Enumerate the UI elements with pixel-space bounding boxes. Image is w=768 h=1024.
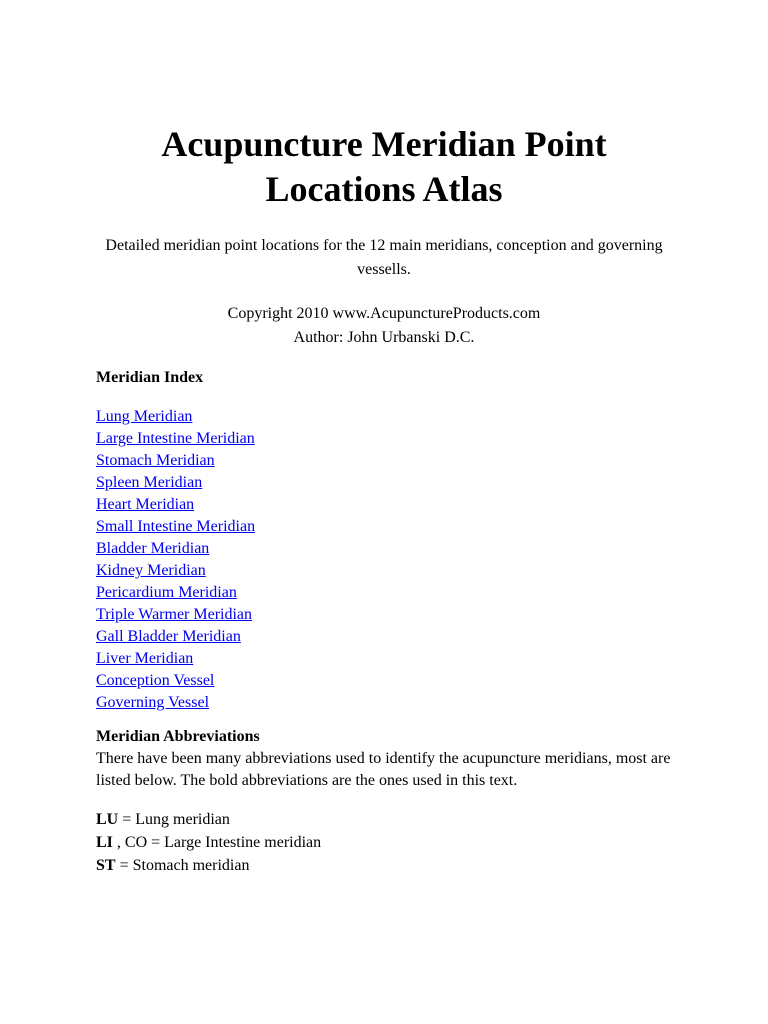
list-item (96, 516, 672, 538)
abbreviation-code: LU (96, 811, 119, 828)
conception-vessel-link[interactable]: Conception Vessel (96, 672, 215, 689)
list-item (96, 808, 672, 831)
document-credits (96, 302, 672, 350)
small-intestine-meridian-link[interactable]: Small Intestine Meridian (96, 518, 256, 535)
author-line: Author: John Urbanski D.C. (293, 329, 475, 346)
list-item (96, 406, 672, 428)
list-item (96, 604, 672, 626)
list-item (96, 428, 672, 450)
liver-meridian-link[interactable]: Liver Meridian (96, 650, 194, 667)
list-item (96, 582, 672, 604)
list-item (96, 472, 672, 494)
spleen-meridian-link[interactable]: Spleen Meridian (96, 474, 203, 491)
abbreviation-code: ST (96, 857, 116, 874)
abbreviation-meaning: , CO = Large Intestine meridian (112, 834, 322, 851)
list-item (96, 538, 672, 560)
bladder-meridian-link[interactable]: Bladder Meridian (96, 540, 210, 557)
list-item (96, 854, 672, 877)
abbreviations-intro: There have been many abbreviations used to identify the acupuncture meridians, most are listed below. The bold abbreviations are the ones used in this text. (96, 750, 671, 789)
abbreviation-code: LI (96, 834, 113, 851)
governing-vessel-link[interactable]: Governing Vessel (96, 694, 210, 711)
list-item (96, 450, 672, 472)
lung-meridian-link[interactable]: Lung Meridian (96, 408, 193, 425)
list-item (96, 560, 672, 582)
list-item (96, 670, 672, 692)
title-line-1: Acupuncture Meridian Point (161, 124, 607, 164)
abbreviation-meaning: = Lung meridian (118, 811, 230, 828)
meridian-index-heading: Meridian Index (96, 369, 204, 386)
list-item (96, 626, 672, 648)
meridian-index-list (96, 406, 672, 714)
heart-meridian-link[interactable]: Heart Meridian (96, 496, 195, 513)
meridian-abbreviations-heading: Meridian Abbreviations (96, 728, 260, 745)
list-item (96, 648, 672, 670)
pericardium-meridian-link[interactable]: Pericardium Meridian (96, 584, 237, 601)
document-title (96, 0, 672, 212)
gall-bladder-meridian-link[interactable]: Gall Bladder Meridian (96, 628, 241, 645)
document-subtitle: Detailed meridian point locations for the 12 main meridians, conception and governing vessells. (105, 237, 663, 278)
list-item (96, 692, 672, 714)
large-intestine-meridian-link[interactable]: Large Intestine Meridian (96, 430, 255, 447)
stomach-meridian-link[interactable]: Stomach Meridian (96, 452, 215, 469)
abbreviation-meaning: = Stomach meridian (115, 857, 250, 874)
list-item (96, 494, 672, 516)
triple-warmer-meridian-link[interactable]: Triple Warmer Meridian (96, 606, 253, 623)
list-item (96, 831, 672, 854)
abbreviations-list (96, 808, 672, 877)
copyright-line: Copyright 2010 www.AcupunctureProducts.com (227, 305, 541, 322)
title-line-2: Locations Atlas (265, 169, 503, 209)
kidney-meridian-link[interactable]: Kidney Meridian (96, 562, 206, 579)
